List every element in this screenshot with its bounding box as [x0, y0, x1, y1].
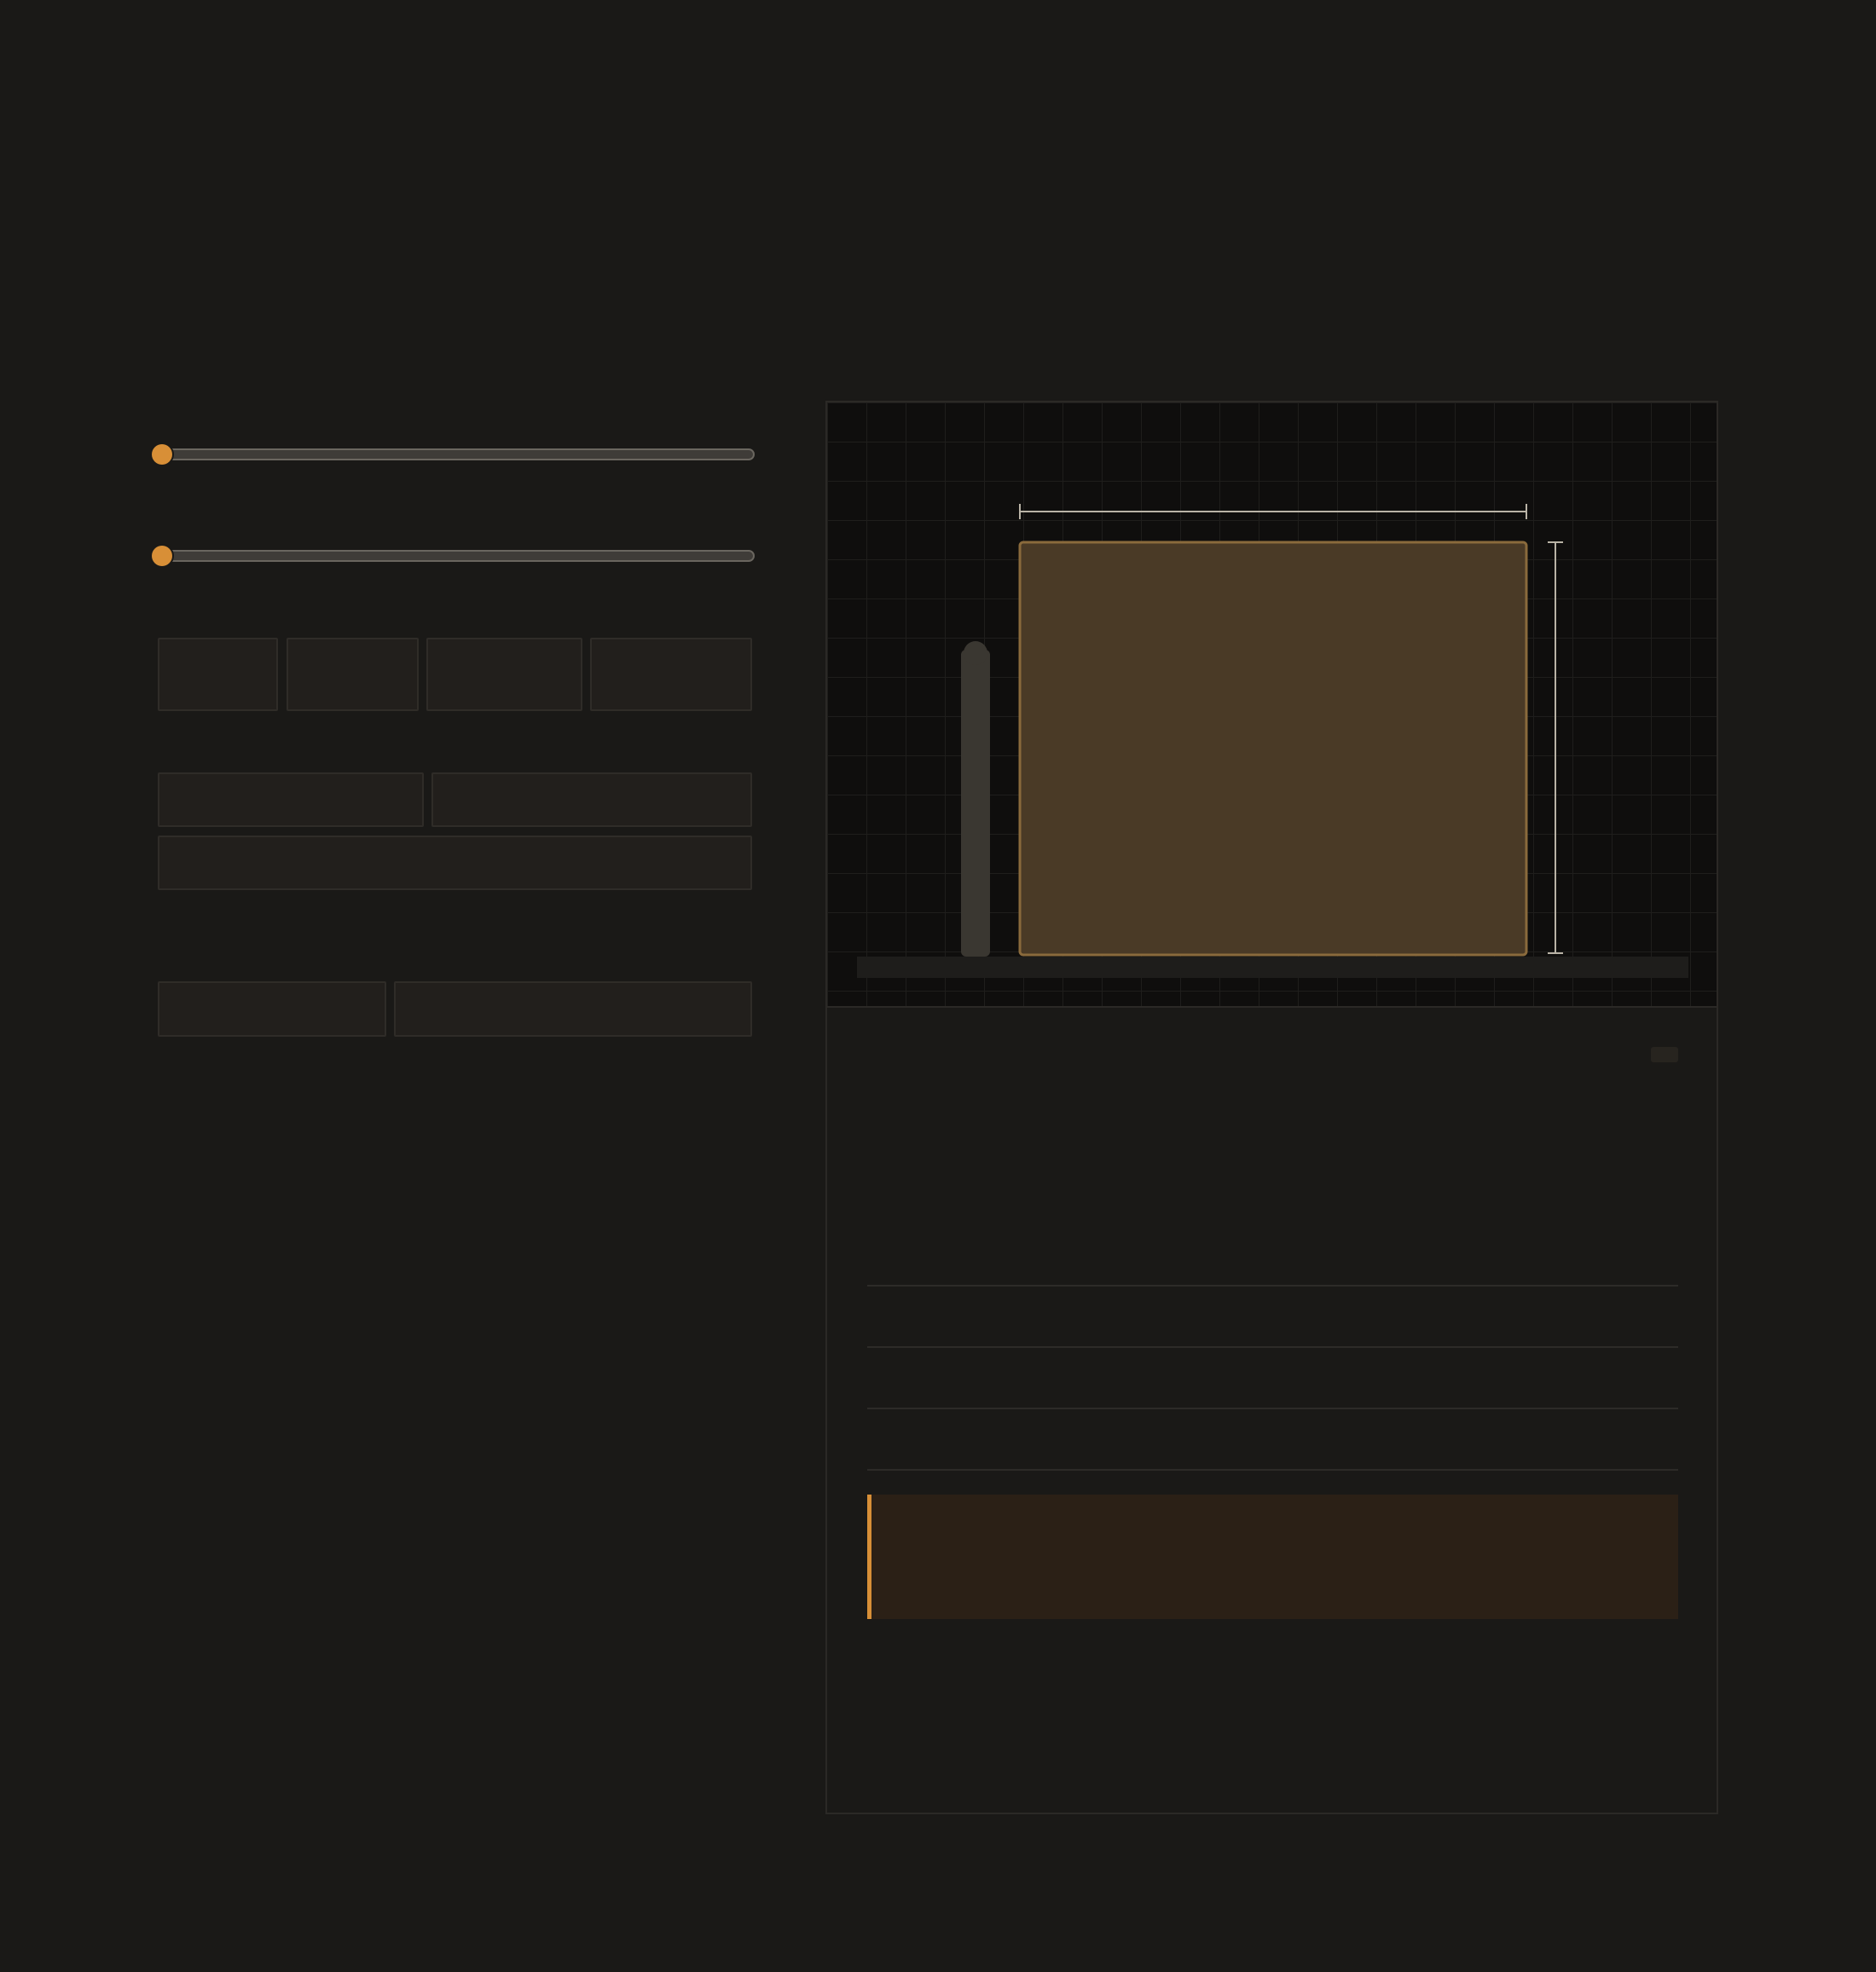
- door-style-option-oak-veneer[interactable]: [426, 638, 582, 711]
- spec-row: [867, 1285, 1678, 1346]
- spec-row: [867, 1408, 1678, 1469]
- door-style-option-shaker[interactable]: [158, 638, 278, 711]
- ceiling-height-slider-thumb[interactable]: [152, 546, 172, 566]
- wardrobe-drawing: [827, 402, 1717, 1008]
- floor-strip: [857, 957, 1688, 978]
- inside-option-drawers[interactable]: [431, 772, 752, 827]
- ceiling-option-yes[interactable]: [158, 981, 386, 1037]
- spec-row: [867, 1346, 1678, 1408]
- door-style-option-flat-slab[interactable]: [287, 638, 419, 711]
- door-style-option-sliding[interactable]: [590, 638, 752, 711]
- ceiling-note: [867, 1495, 1678, 1619]
- wall-width-slider-thumb[interactable]: [152, 444, 172, 465]
- person-silhouette: [961, 650, 990, 957]
- inside-option-hanging-shelf[interactable]: [158, 772, 424, 827]
- wall-width-slider[interactable]: [160, 448, 755, 460]
- person-head: [964, 641, 987, 665]
- ceiling-option-gap[interactable]: [394, 981, 752, 1037]
- wardrobe-frame: [1020, 542, 1526, 955]
- inside-option-full-fit-out[interactable]: [158, 836, 752, 890]
- sample-prices-badge: [1651, 1047, 1678, 1062]
- ceiling-height-slider[interactable]: [160, 550, 755, 562]
- quote-card: [825, 401, 1718, 1814]
- spec-table: [867, 1285, 1678, 1530]
